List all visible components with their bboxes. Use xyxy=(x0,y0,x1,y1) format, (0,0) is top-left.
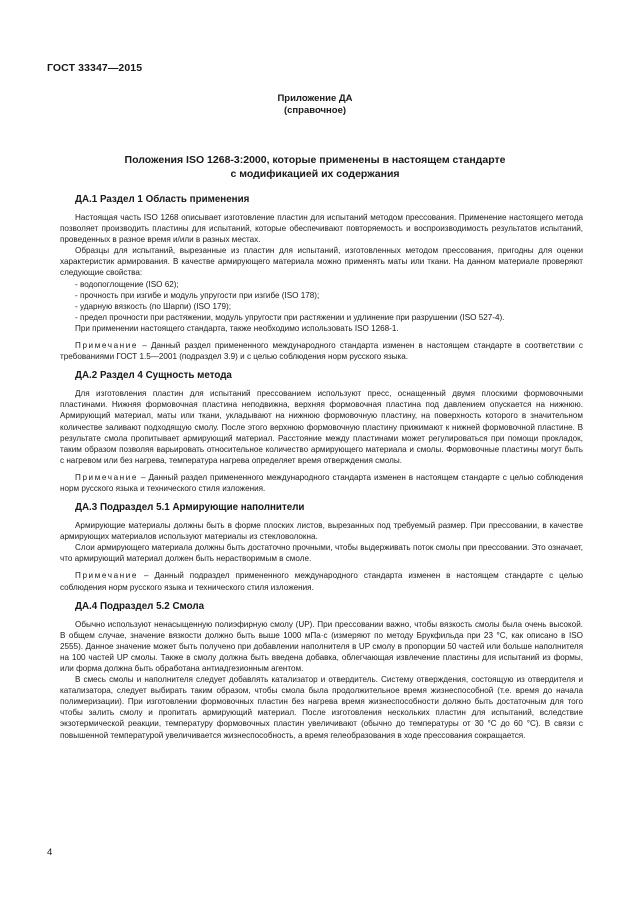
paragraph: Армирующие материалы должны быть в форме плоских листов, вырезанных под требуемый размер. При прессовании, в качестве армирующих материалов используют материалы из стекловолокна. xyxy=(60,521,583,542)
note-label: Примечание xyxy=(75,341,139,351)
list-item: - ударную вязкость (по Шарпи) (ISO 179); xyxy=(75,301,231,311)
section-heading: ДА.3 Подраздел 5.1 Армирующие наполнители xyxy=(75,502,305,514)
paragraph: В смесь смолы и наполнителя следует добавлять катализатор и отвердитель. Систему отверждения, состоящую из отвердителя и катализатора, следует выбирать таким образом, чтобы смола была продолжительное время жизнеспособной (т.е. время до начала полимеризации). При изготовлении формовочных пластин без нагрева время жизнеспособности должно быть достаточным для того чтобы залить смолу и пропитать армирующий материал. После изготовления нескольких пластин для испытаний, вследствие экзотермической реакции, температуру формовочных пластин увеличивают (обычно до температуры от 30 °С до 60 °С). В связи с повышенной температурой увеличивается жизнеспособность, а время гелеобразования в ходе прессования сокращается. xyxy=(60,675,583,740)
note-label: Примечание xyxy=(75,472,139,482)
note xyxy=(60,570,583,592)
appendix-heading xyxy=(0,93,630,117)
main-title xyxy=(60,153,570,181)
paragraph: Обычно используют ненасыщенную полиэфирную смолу (UP). При прессовании важно, чтобы вязкость смолы была очень высокой. В общем случае, значение вязкости должно быть выше 1000 мПа·с (измеряют по методу Брукфильда при 23 °С, как описано в ISO 2555). Данное значение может быть получено при добавлении наполнителя в UP смолу в пропорции 50 частей или больше наполнителя на 100 частей UP смолы. Также в смолу должна быть введена добавка, облегчающая извлечение пластины для испытаний из формы, или форма должна быть обработана антиадгезионным агентом. xyxy=(60,619,583,673)
appendix-subtitle: (справочное) xyxy=(283,105,347,116)
main-title-line2: с модификацией их содержания xyxy=(230,168,400,180)
paragraph: Для изготовления пластин для испытаний прессованием используют пресс, оснащенный двумя плоскими формовочными пластинами. Нижняя формовочная пластина неподвижна, верхняя формовочная пластина под давлением опускается на нижнюю. Армирующий материал, маты или ткани, укладывают на нижнюю формовочную пластину, на поверхность которого в значительном количестве заливают подходящую смолу. После этого верхнюю формовочную пластину прижимают к нижней формовочной пластине. В результате смола пропитывает армирующий материал. Расстояние между пластинами может регулироваться при помощи прокладок, таким образом позволяя варьировать относительное количество армирующего материала и смолы. Формовочные пластины могут быть с нагревом или без нагрева, температура нагрева определяет время отверждения смолы. xyxy=(60,389,583,465)
main-title-line1: Положения ISO 1268-3:2000, которые применены в настоящем стандарте xyxy=(124,154,506,166)
note-text: – Данный раздел примененного международного стандарта изменен в настоящем стандарте в соответствии с требованиями ГОСТ 1.5—2001 (подраздел 3.9) и с целью соблюдения норм русского языка. xyxy=(60,341,583,362)
note-label: Примечание xyxy=(75,571,139,581)
list-item: - предел прочности при растяжении, модуль упругости при растяжении и удлинение при разрушении (ISO 527-4). xyxy=(75,312,505,322)
list-item: - прочность при изгибе и модуль упругости при изгибе (ISO 178); xyxy=(75,290,320,300)
paragraph: Образцы для испытаний, вырезанные из пластин для испытаний, изготовленных методом прессования, пригодны для оценки характеристик армирования. В качестве армирующего материала можно применять маты или ткани. На данном материале проверяют следующие свойства: xyxy=(60,246,583,278)
section-resin xyxy=(60,601,583,741)
document-code: ГОСТ 33347—2015 xyxy=(47,62,143,74)
section-heading: ДА.4 Подраздел 5.2 Смола xyxy=(75,600,205,612)
section-reinforcement xyxy=(60,502,583,593)
note xyxy=(60,472,583,494)
paragraph: При применении настоящего стандарта, также необходимо использовать ISO 1268-1. xyxy=(75,323,399,333)
note xyxy=(60,340,583,362)
paragraph: Настоящая часть ISO 1268 описывает изготовление пластин для испытаний методом прессования. Применение настоящего метода позволяет производить пластины для испытаний, которые обеспечивают повторяемость и воспроизводимость результатов испытаний, проведенных в разное время и/или в разных местах. xyxy=(60,213,583,245)
paragraph: Слои армирующего материала должны быть достаточно прочными, чтобы выдерживать поток смолы при прессовании. Это означает, что армирующий материал должен быть нерастворимым в смоле. xyxy=(60,543,583,564)
note-text: – Данный подраздел примененного международного стандарта изменен в настоящем стандарте с целью соблюдения норм русского языка и технического стиля изложения. xyxy=(60,571,583,592)
section-scope xyxy=(60,194,583,362)
note-text: – Данный раздел примененного международного стандарта изменен в настоящем стандарте с целью соблюдения норм русского языка и технического стиля изложения. xyxy=(60,472,583,493)
section-heading: ДА.2 Раздел 4 Сущность метода xyxy=(75,370,232,382)
document-body xyxy=(60,194,583,749)
section-heading: ДА.1 Раздел 1 Область применения xyxy=(75,194,250,205)
appendix-title: Приложение ДА xyxy=(277,93,353,104)
list-item: - водопоглощение (ISO 62); xyxy=(75,279,179,289)
page-number: 4 xyxy=(47,847,53,858)
section-method xyxy=(60,370,583,494)
